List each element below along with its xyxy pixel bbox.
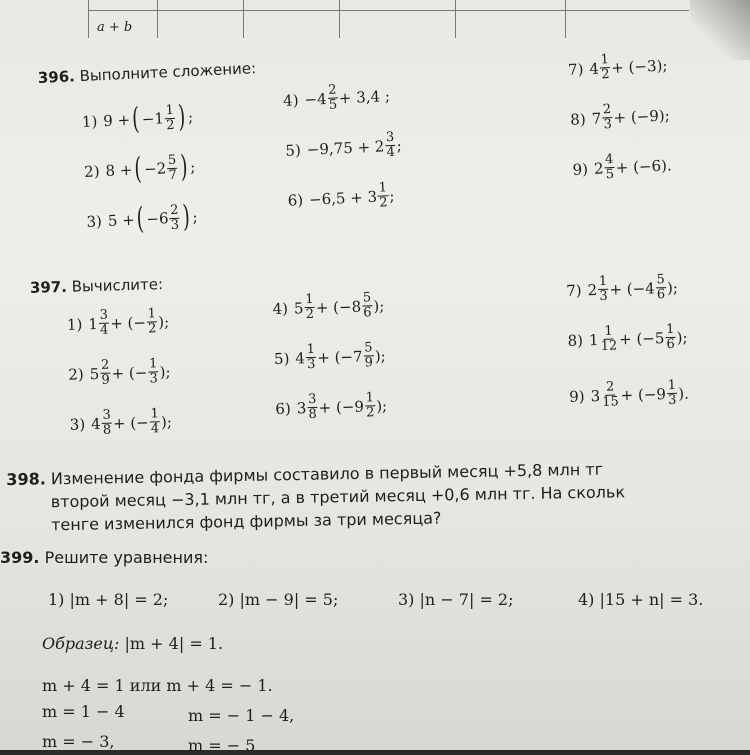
item-number: 9) [568, 386, 585, 406]
expression-part: + 3,4 ; [338, 86, 391, 107]
item-number: 5) [285, 140, 302, 160]
fraction-numerator: 5 [167, 152, 177, 168]
sample-step-1: m + 4 = 1 или m + 4 = − 1. [42, 676, 273, 695]
item-number: 1) [81, 112, 98, 132]
fraction-numerator: 2 [605, 379, 615, 395]
exercise-397-heading: 397. Вычислите: [29, 275, 164, 297]
item-number: 7) [565, 280, 582, 300]
equation-4: 4) |15 + n| = 3. [578, 590, 704, 609]
expression-part: + (−5 [618, 328, 665, 348]
fraction-denominator: 6 [666, 336, 676, 353]
fraction-numerator: 1 [598, 273, 608, 289]
expression-part: + (−7 [316, 347, 363, 367]
fraction-denominator: 2 [379, 195, 389, 211]
parenthesis: ) [182, 199, 191, 235]
mixed-whole: 2 [587, 280, 598, 299]
fraction-numerator: 5 [364, 340, 373, 356]
fraction-numerator: 3 [307, 391, 317, 408]
exercise-396-heading: 396. Выполните сложение: [37, 59, 257, 87]
fraction-numerator: 2 [100, 357, 110, 373]
expression-part: + (− [112, 413, 149, 433]
expression-part: ); [160, 412, 173, 431]
mixed-whole: 3 [590, 386, 601, 405]
exercise-398-line2: второй месяц −3,1 млн тг, а в третий месяц +0,6 млн тг. На скольк [50, 482, 626, 512]
mixed-whole: 5 [89, 364, 100, 383]
expression-part: 2 [593, 158, 604, 178]
fraction-numerator: 4 [604, 151, 614, 168]
fraction-numerator: 5 [362, 290, 372, 306]
item-number: 6) [287, 190, 304, 210]
fraction-denominator: 3 [306, 356, 316, 373]
fraction-numerator: 3 [99, 307, 109, 323]
expression-part: + (− [109, 313, 147, 333]
expression-part: ); [159, 362, 171, 381]
fraction-denominator: 8 [102, 422, 112, 438]
fraction-denominator: 5 [605, 166, 615, 183]
expression-part: −4 [304, 89, 328, 109]
parenthesis: ( [136, 201, 145, 237]
mixed-whole: 5 [293, 298, 304, 317]
item-number: 8) [569, 109, 587, 129]
item-number: 7) [567, 59, 584, 79]
fraction-numerator: 1 [378, 180, 388, 196]
mixed-whole: −1 [141, 109, 165, 129]
fraction-denominator: 8 [308, 406, 318, 423]
exercise-398-line1: Изменение фонда фирмы составило в первый месяц +5,8 млн тг [50, 459, 604, 489]
equation-3: 3) |n − 7| = 2; [398, 590, 514, 609]
fraction-numerator: 3 [385, 129, 395, 146]
fraction-denominator: 6 [363, 305, 372, 321]
expression-part: 7 [591, 108, 602, 128]
parenthesis: ) [180, 149, 189, 185]
mixed-whole: 1 [588, 330, 599, 349]
fraction-denominator: 3 [603, 117, 613, 133]
mixed-whole: −6 [146, 209, 169, 229]
expression-part: 5 + [107, 210, 136, 230]
mixed-whole: −2 [143, 159, 167, 179]
fraction-denominator: 2 [365, 405, 375, 421]
mixed-whole: 4 [295, 348, 306, 367]
fraction-denominator: 7 [168, 167, 178, 183]
fraction-denominator: 9 [101, 372, 110, 388]
expression-part: ); [676, 327, 688, 347]
item-number: 9) [572, 159, 589, 179]
fraction-numerator: 2 [327, 82, 337, 98]
exercise-398-line3: тенге изменился фонд фирмы за три месяца? [50, 508, 442, 535]
fraction-numerator: 2 [602, 102, 612, 118]
expression-part: + (−6). [615, 155, 673, 177]
expression-part: + (− [111, 363, 148, 383]
expression-part: −6,5 + 3 [308, 187, 378, 209]
fraction-numerator: 1 [604, 323, 613, 339]
equation-1: 1) |m + 8| = 2; [48, 590, 169, 609]
fraction-denominator: 9 [364, 355, 374, 371]
fraction-denominator: 3 [599, 288, 608, 304]
fraction-denominator: 4 [99, 322, 109, 338]
fraction-denominator: 3 [667, 392, 677, 409]
fraction-numerator: 1 [667, 377, 677, 394]
expression-part: 4 [589, 59, 600, 78]
expression-part: ; [396, 136, 403, 155]
sample-label: Образец: [42, 634, 120, 653]
parenthesis: ) [177, 99, 187, 135]
fraction-denominator: 2 [600, 67, 610, 83]
fraction-numerator: 1 [305, 291, 314, 308]
expression-part: ; [189, 157, 196, 177]
expression-part: + (−9 [318, 397, 365, 417]
fraction-denominator: 4 [386, 144, 396, 161]
sample-step-2a: m = 1 − 4 [42, 702, 125, 721]
expression-part: + (−4 [609, 278, 655, 299]
item-number: 4) [282, 90, 299, 110]
parenthesis: ( [131, 101, 141, 137]
item-number: 3) [86, 212, 103, 231]
item-number: 6) [275, 399, 292, 418]
fraction-numerator: 2 [169, 202, 179, 218]
fraction-denominator: 3 [149, 371, 159, 387]
fraction-numerator: 1 [150, 406, 159, 422]
item-number: 4) [272, 299, 289, 318]
fraction-numerator: 1 [665, 321, 675, 338]
table-cell-label: a + b [97, 20, 133, 35]
parenthesis: ( [133, 151, 143, 187]
fraction-denominator: 5 [328, 97, 338, 113]
sample-line [42, 634, 223, 653]
fraction-denominator: 12 [600, 338, 618, 354]
item-number: 2) [68, 364, 85, 384]
fraction-denominator: 2 [165, 117, 175, 133]
item-number: 2) [83, 162, 100, 181]
expression-part: ; [388, 186, 395, 205]
exercise-398-number: 398. [6, 469, 46, 490]
expression-part: ); [375, 396, 388, 415]
expression-part: ); [157, 312, 170, 331]
fraction-numerator: 5 [656, 272, 665, 288]
exercise-399-heading: 399. Решите уравнения: [0, 548, 209, 567]
expression-part: ); [666, 278, 679, 297]
expression-part: ); [373, 296, 385, 315]
item-number: 5) [273, 349, 290, 368]
sample-step-2b: m = − 1 − 4, [188, 706, 295, 725]
expression-part: −9,75 + 2 [306, 136, 385, 159]
expression-part: ; [187, 108, 194, 127]
fraction-numerator: 3 [102, 407, 111, 423]
fraction-denominator: 3 [170, 217, 180, 233]
fraction-numerator: 1 [306, 341, 316, 358]
sample-step-3b: m = − 5 [188, 736, 256, 755]
fraction-numerator: 1 [600, 52, 610, 68]
item-number: 8) [567, 330, 584, 350]
equation-2: 2) |m − 9| = 5; [218, 590, 339, 609]
fraction-denominator: 2 [305, 306, 315, 323]
item-number: 1) [66, 314, 83, 334]
expression-part: 8 + [105, 160, 133, 181]
fraction-numerator: 1 [365, 390, 375, 406]
fraction-denominator: 6 [656, 287, 666, 303]
expression-part: 9 + [102, 110, 131, 131]
mixed-whole: 1 [88, 314, 99, 333]
sample-equation: |m + 4| = 1. [124, 634, 224, 653]
fraction-numerator: 1 [147, 306, 157, 322]
fraction-denominator: 2 [147, 321, 157, 337]
fraction-denominator: 4 [150, 421, 160, 437]
expression-part: + (−8 [315, 297, 362, 317]
expression-part: ); [374, 346, 386, 365]
expression-part: + (−9 [620, 384, 667, 404]
sample-step-3a: m = − 3, [42, 732, 115, 751]
expression-part: + (−3); [610, 55, 668, 77]
mixed-whole: 3 [296, 398, 307, 417]
expression-part: + (−9); [613, 105, 671, 127]
item-number: 3) [69, 414, 86, 434]
expression-part: ; [192, 207, 198, 227]
fraction-numerator: 1 [148, 356, 158, 372]
fraction-numerator: 1 [165, 102, 175, 118]
expression-part: ). [677, 383, 690, 403]
fraction-denominator: 15 [602, 394, 620, 410]
mixed-whole: 4 [90, 414, 101, 433]
